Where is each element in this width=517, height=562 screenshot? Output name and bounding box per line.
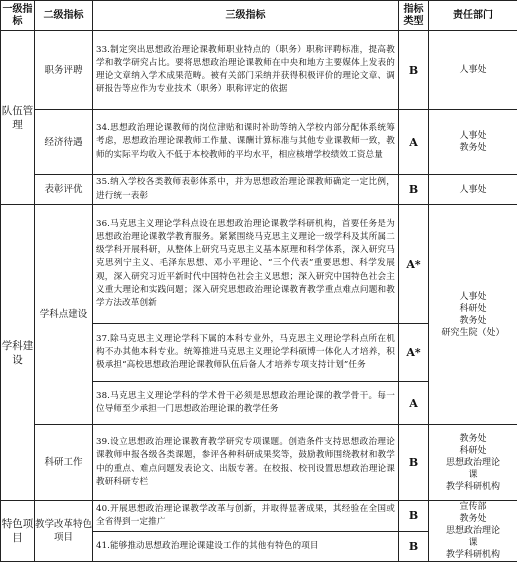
dept-line: 教务处 [429,513,517,525]
dept-39 [429,425,517,501]
item-39: 39.设立思想政治理论课教育教学研究专项课题。创造条件支持思想政治理论课教师申报各级各类课题，参评各种科研成果奖等，鼓励教师围绕教材和教学中的重点、难点问题发表论文、出版专著。在校报、校刊设置思想政治理论课教研科研专栏 [93,425,399,501]
header-type: 指标类型 [399,1,429,31]
table-row [1,175,517,205]
sub-reform: 教学改革特色项目 [35,501,93,562]
table-row [1,31,517,110]
table-row [1,425,517,501]
dept-line: 教务处 [429,433,517,445]
header-level1: 一级指标 [1,1,35,31]
dept-line: 教学科研机构 [429,481,517,493]
type-41: B [399,531,429,562]
dept-35 [429,175,517,205]
dept-line: 课 [429,537,517,549]
type-33: B [399,31,429,110]
item-35: 35.纳入学校各类教师表彰体系中，并为思想政治理论课教师确定一定比例，进行统一表彰 [93,175,399,205]
sub-commend: 表彰评优 [35,175,93,205]
group-feature: 特色项目 [1,501,35,562]
sub-site: 学科点建设 [35,205,93,425]
type-38: A [399,382,429,425]
type-34: A [399,110,429,175]
dept-line: 宣传部 [429,501,517,513]
group-discipline: 学科建设 [1,205,35,501]
type-39: B [399,425,429,501]
dept-line: 科研处 [429,303,517,315]
item-37: 37.除马克思主义理论学科下属的本科专业外，马克思主义理论学科点所在机构不办其他本科专业。统筹推进马克思主义理论学科硕博一体化人才培养，积极承担“高校思想政治理论课教师队伍后备人才培养专项支持计划”任务 [93,324,399,382]
dept-36-38 [429,205,517,425]
header-level2: 二级指标 [35,1,93,31]
item-36: 36.马克思主义理论学科点设在思想政治理论课教学科研机构，首要任务是为思想政治理论课教学教育服务。紧紧围绕马克思主义理论一级学科及其所属二级学科开展科研，从整体上研究马克思主义基本原理和科学体系，深入研究马克思列宁主义、毛泽东思想、邓小平理论、“三个代表”重要思想、科学发展观，深入研究习近平新时代中国特色社会主义思想；深入研究中国特色社会主义重大理论和实践问题；深入研究思想政治理论课教育教学重点难点问题和教学方法改革创新 [93,205,399,324]
dept-line: 人事处 [429,130,517,142]
dept-line: 思想政治理论 [429,525,517,537]
header-dept: 责任部门 [429,1,517,31]
sub-research: 科研工作 [35,425,93,501]
item-41: 41.能够推动思想政治理论课建设工作的其他有特色的项目 [93,531,399,562]
item-33: 33.制定突出思想政治理论课教师职业特点的（职务）职称评聘标准，提高教学和教学研究占比。要将思想政治理论课教师在中央和地方主要媒体上发表的理论文章纳入学术成果范畴。被有关部门采纳并获得积极评价的理论文章、调研报告等应作为专业技术（职务）职称评定的依据 [93,31,399,110]
item-40: 40.开展思想政治理论课教学改革与创新，并取得显著成果，其经验在全国或全省得到一定推广 [93,501,399,532]
dept-line: 人事处 [429,64,517,76]
dept-line: 科研处 [429,445,517,457]
dept-line: 教务处 [429,315,517,327]
sub-pay: 经济待遇 [35,110,93,175]
table-header-row [1,1,517,31]
table-row [1,501,517,532]
group-team: 队伍管理 [1,31,35,205]
sub-title-eval: 职务评聘 [35,31,93,110]
table-row [1,110,517,175]
dept-line: 教学科研机构 [429,549,517,561]
header-level3: 三级指标 [93,1,399,31]
dept-line: 人事处 [429,184,517,196]
dept-line: 课 [429,469,517,481]
dept-40-41 [429,501,517,562]
item-38: 38.马克思主义理论学科的学术骨干必须是思想政治理论课的教学骨干。每一位导师至少承担一门思想政治理论课的教学任务 [93,382,399,425]
dept-line: 人事处 [429,291,517,303]
dept-line: 教务处 [429,142,517,154]
dept-line: 研究生院（处） [429,327,517,339]
dept-line: 思想政治理论 [429,457,517,469]
type-40: B [399,501,429,532]
dept-34 [429,110,517,175]
dept-33 [429,31,517,110]
item-34: 34.思想政治理论课教师的岗位津贴和课时补助等纳入学校内部分配体系统筹考虑，思想政治理论课教师工作量、课酬计算标准与其他专业课教师一致，教师的实际平均收入不低于本校教师的平均水平，相应核增学校绩效工资总量 [93,110,399,175]
type-37: A* [399,324,429,382]
type-35: B [399,175,429,205]
type-36: A* [399,205,429,324]
table-row [1,205,517,324]
